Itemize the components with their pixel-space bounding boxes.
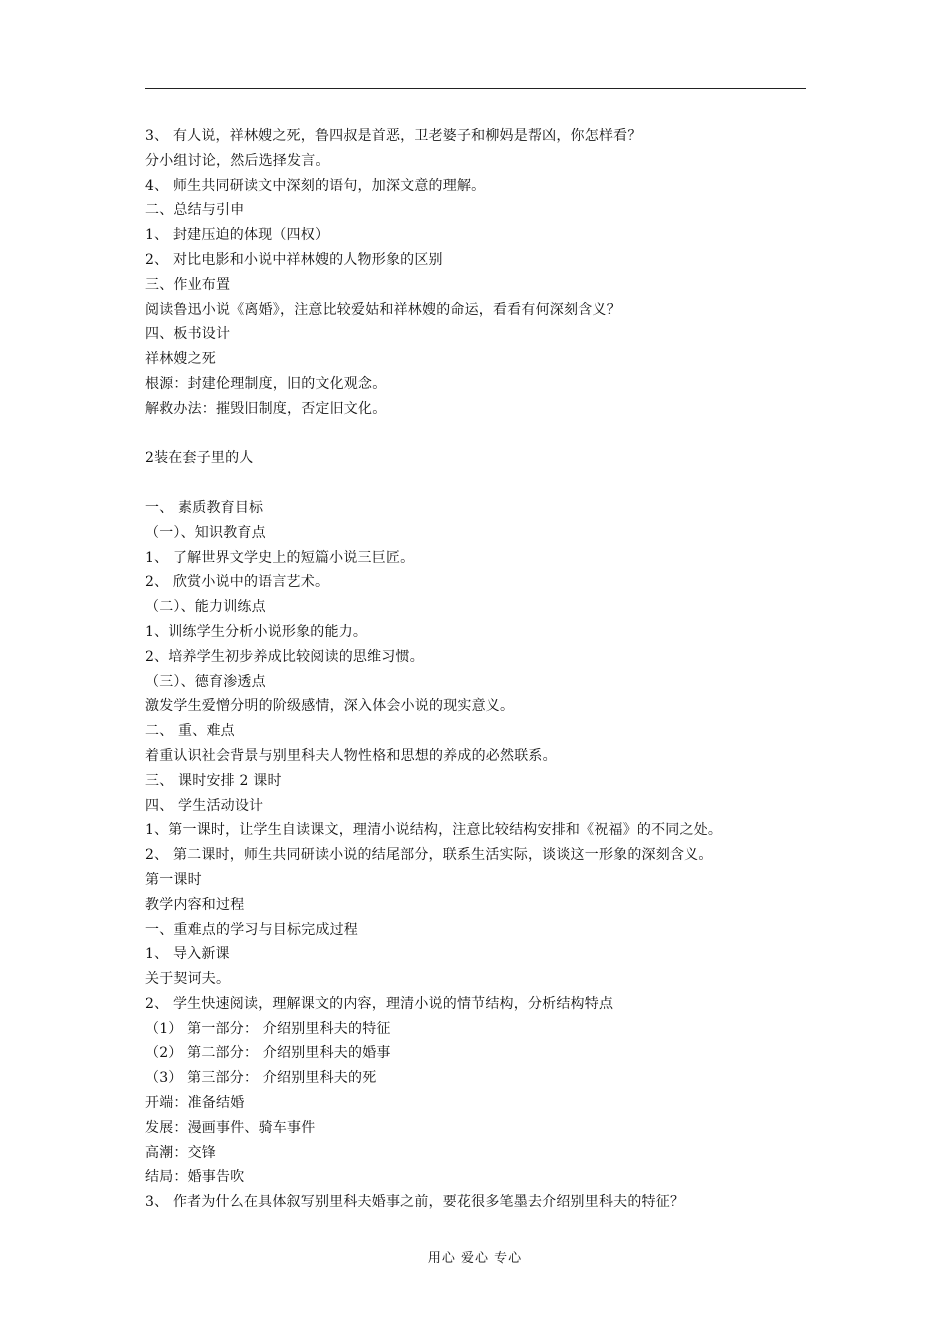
text-line: 4、 师生共同研读文中深刻的语句，加深文意的理解。 bbox=[145, 177, 486, 194]
text-line: 关于契诃夫。 bbox=[145, 971, 231, 988]
section-heading: 二、总结与引申 bbox=[145, 202, 245, 219]
text-line: 1、第一课时，让学生自读课文，理清小说结构，注意比较结构安排和《祝福》的不同之处。 bbox=[145, 822, 723, 839]
subsection-heading: （二）、能力训练点 bbox=[145, 599, 266, 616]
text-line: 3、 作者为什么在具体叙写别里科夫婚事之前，要花很多笔墨去介绍别里科夫的特征？ bbox=[145, 1194, 685, 1211]
text-line: 2、 学生快速阅读，理解课文的内容，理清小说的情节结构，分析结构特点 bbox=[145, 995, 614, 1012]
section-heading: 三、 课时安排 2 课时 bbox=[145, 772, 282, 789]
header-rule bbox=[145, 88, 806, 89]
text-line: （1） 第一部分： 介绍别里科夫的特征 bbox=[145, 1020, 391, 1037]
text-line: 结局：婚事告吹 bbox=[145, 1169, 245, 1186]
text-line: 着重认识社会背景与别里科夫人物性格和思想的养成的必然联系。 bbox=[145, 747, 557, 764]
text-line: 第一课时 bbox=[145, 871, 202, 888]
text-line: 高潮：交锋 bbox=[145, 1144, 216, 1161]
text-line: 阅读鲁迅小说《离婚》，注意比较爱姑和祥林嫂的命运，看看有何深刻含义？ bbox=[145, 301, 621, 318]
text-line: 1、训练学生分析小说形象的能力。 bbox=[145, 623, 368, 640]
subsection-heading: （三）、德育渗透点 bbox=[145, 673, 266, 690]
subsection-heading: （一）、知识教育点 bbox=[145, 524, 266, 541]
text-line: 1、 了解世界文学史上的短篇小说三巨匠。 bbox=[145, 549, 415, 566]
section-heading: 二、 重、难点 bbox=[145, 723, 235, 740]
blank-line bbox=[145, 422, 815, 447]
text-line: 根源：封建伦理制度，旧的文化观念。 bbox=[145, 375, 387, 392]
text-line: 激发学生爱憎分明的阶级感情，深入体会小说的现实意义。 bbox=[145, 698, 515, 715]
section-heading: 三、作业布置 bbox=[145, 276, 231, 293]
text-line: 祥林嫂之死 bbox=[145, 351, 216, 368]
text-line: 2、 对比电影和小说中祥林嫂的人物形象的区别 bbox=[145, 251, 443, 268]
text-line: 开端：准备结婚 bbox=[145, 1095, 245, 1112]
text-line: 2、培养学生初步养成比较阅读的思维习惯。 bbox=[145, 648, 424, 665]
text-line: 1、 导入新课 bbox=[145, 946, 230, 963]
text-line: 分小组讨论，然后选择发言。 bbox=[145, 152, 330, 169]
text-line: 1、 封建压迫的体现（四权） bbox=[145, 227, 330, 244]
text-line: 2、 欣赏小说中的语言艺术。 bbox=[145, 574, 330, 591]
document-body bbox=[145, 124, 815, 1215]
section-heading: 四、板书设计 bbox=[145, 326, 231, 343]
text-line: 解救办法：摧毁旧制度，否定旧文化。 bbox=[145, 400, 387, 417]
page-footer: 用心 爱心 专心 bbox=[427, 1251, 523, 1266]
blank-line bbox=[145, 471, 815, 496]
text-line: 3、 有人说，祥林嫂之死，鲁四叔是首恶，卫老婆子和柳妈是帮凶，你怎样看？ bbox=[145, 128, 642, 144]
section-heading: 四、 学生活动设计 bbox=[145, 797, 264, 814]
text-line: 2、 第二课时，师生共同研读小说的结尾部分，联系生活实际，谈谈这一形象的深刻含义。 bbox=[145, 847, 713, 864]
section-heading: 一、 素质教育目标 bbox=[145, 499, 264, 516]
text-line: 教学内容和过程 bbox=[145, 896, 245, 913]
text-line: （2） 第二部分： 介绍别里科夫的婚事 bbox=[145, 1045, 391, 1062]
text-line: （3） 第三部分： 介绍别里科夫的死 bbox=[145, 1070, 377, 1087]
section-heading: 一、重难点的学习与目标完成过程 bbox=[145, 921, 358, 938]
text-line: 发展：漫画事件、骑车事件 bbox=[145, 1119, 316, 1136]
lesson-title: 2装在套子里的人 bbox=[145, 450, 254, 467]
